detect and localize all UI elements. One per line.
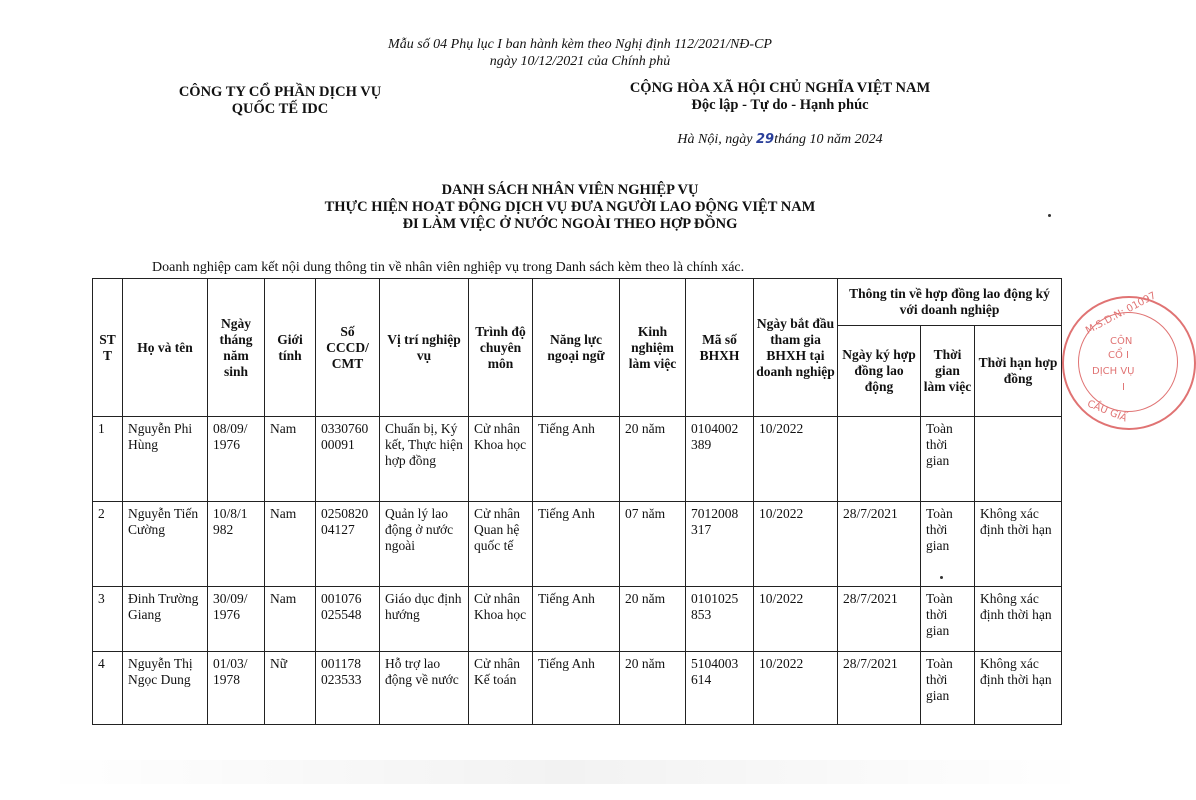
header-contract-date: Ngày ký hợp đồng lao động bbox=[838, 326, 921, 417]
title-line1: DANH SÁCH NHÂN VIÊN NGHIỆP VỤ bbox=[441, 182, 699, 198]
scan-speck bbox=[1048, 214, 1051, 217]
header-name: Họ và tên bbox=[123, 279, 208, 417]
company-name-line1: CÔNG TY CỔ PHẦN DỊCH VỤ bbox=[178, 84, 382, 100]
header-education: Trình độ chuyên môn bbox=[469, 279, 533, 417]
cell-position: Quản lý lao động ở nước ngoài bbox=[380, 502, 469, 587]
cell-contract-date: 28/7/2021 bbox=[838, 502, 921, 587]
cell-education: Cử nhân Quan hệ quốc tế bbox=[469, 502, 533, 587]
cell-social: 0101025 853 bbox=[686, 587, 754, 652]
cell-language: Tiếng Anh bbox=[533, 587, 620, 652]
national-header bbox=[590, 80, 970, 114]
cell-stt: 4 bbox=[93, 652, 123, 725]
header-social: Mã số BHXH bbox=[686, 279, 754, 417]
cell-contract-term: Không xác định thời hạn bbox=[975, 652, 1062, 725]
cell-id: 0250820 04127 bbox=[316, 502, 380, 587]
cell-experience: 07 năm bbox=[620, 502, 686, 587]
header-contract-term: Thời hạn hợp đồng bbox=[975, 326, 1062, 417]
header-position: Vị trí nghiệp vụ bbox=[380, 279, 469, 417]
cell-contract-date: 28/7/2021 bbox=[838, 652, 921, 725]
cell-contract-date: 28/7/2021 bbox=[838, 587, 921, 652]
header-id: Số CCCD/ CMT bbox=[316, 279, 380, 417]
seal-number: M.S.D.N: 01097 bbox=[1083, 290, 1159, 337]
cell-position: Hỗ trợ lao động về nước bbox=[380, 652, 469, 725]
header-bhxh-start: Ngày bắt đầu tham gia BHXH tại doanh nghiệp bbox=[754, 279, 838, 417]
cell-social: 7012008 317 bbox=[686, 502, 754, 587]
cell-dob: 30/09/ 1976 bbox=[208, 587, 265, 652]
cell-education: Cử nhân Kế toán bbox=[469, 652, 533, 725]
form-reference-line2: ngày 10/12/2021 của Chính phủ bbox=[489, 54, 671, 69]
national-motto: Độc lập - Tự do - Hạnh phúc bbox=[691, 97, 869, 113]
cell-experience: 20 năm bbox=[620, 417, 686, 502]
cell-gender: Nam bbox=[265, 417, 316, 502]
scan-speck bbox=[940, 576, 943, 579]
document-title bbox=[260, 182, 880, 233]
cell-bhxh-start: 10/2022 bbox=[754, 652, 838, 725]
cell-bhxh-start: 10/2022 bbox=[754, 587, 838, 652]
seal-text-2: CỔ I bbox=[1108, 350, 1129, 361]
seal-text-3: DỊCH VỤ bbox=[1092, 366, 1135, 377]
date-line bbox=[630, 132, 930, 148]
cell-work-time: Toàn thời gian bbox=[921, 502, 975, 587]
seal-text-4: I bbox=[1122, 382, 1125, 393]
cell-contract-term: Không xác định thời hạn bbox=[975, 587, 1062, 652]
title-line3: ĐI LÀM VIỆC Ở NƯỚC NGOÀI THEO HỢP ĐỒNG bbox=[402, 216, 738, 232]
header-work-time: Thời gian làm việc bbox=[921, 326, 975, 417]
cell-social: 5104003 614 bbox=[686, 652, 754, 725]
staff-table bbox=[92, 278, 1062, 725]
cell-contract-term bbox=[975, 417, 1062, 502]
cell-gender: Nữ bbox=[265, 652, 316, 725]
cell-stt: 3 bbox=[93, 587, 123, 652]
header-contract-group: Thông tin về hợp đồng lao động ký với doanh nghiệp bbox=[838, 279, 1062, 326]
date-prefix: Hà Nội, ngày bbox=[677, 132, 753, 147]
company-name-line2: QUỐC TẾ IDC bbox=[231, 101, 329, 117]
cell-dob: 10/8/1 982 bbox=[208, 502, 265, 587]
cell-language: Tiếng Anh bbox=[533, 652, 620, 725]
form-reference bbox=[300, 36, 860, 70]
cell-id: 001076 025548 bbox=[316, 587, 380, 652]
cell-contract-term: Không xác định thời hạn bbox=[975, 502, 1062, 587]
cell-id: 001178 023533 bbox=[316, 652, 380, 725]
table-row bbox=[93, 502, 1062, 587]
cell-language: Tiếng Anh bbox=[533, 502, 620, 587]
cell-education: Cử nhân Khoa học bbox=[469, 417, 533, 502]
cell-social: 0104002 389 bbox=[686, 417, 754, 502]
cell-work-time: Toàn thời gian bbox=[921, 652, 975, 725]
cell-bhxh-start: 10/2022 bbox=[754, 417, 838, 502]
date-suffix: tháng 10 năm 2024 bbox=[774, 132, 883, 147]
cell-dob: 01/03/ 1978 bbox=[208, 652, 265, 725]
company-seal-stamp bbox=[1062, 290, 1196, 430]
company-name bbox=[150, 84, 410, 118]
commitment-text: Doanh nghiệp cam kết nội dung thông tin về nhân viên nghiệp vụ trong Danh sách kèm theo là chính xác. bbox=[152, 260, 745, 275]
table-row bbox=[93, 417, 1062, 502]
header-stt: STT bbox=[93, 279, 123, 417]
cell-education: Cử nhân Khoa học bbox=[469, 587, 533, 652]
table-row bbox=[93, 652, 1062, 725]
header-language: Năng lực ngoại ngữ bbox=[533, 279, 620, 417]
cell-stt: 2 bbox=[93, 502, 123, 587]
form-reference-line1: Mẫu số 04 Phụ lục I ban hành kèm theo Nghị định 112/2021/NĐ-CP bbox=[388, 37, 772, 52]
header-experience: Kinh nghiệm làm việc bbox=[620, 279, 686, 417]
cell-bhxh-start: 10/2022 bbox=[754, 502, 838, 587]
cell-contract-date bbox=[838, 417, 921, 502]
scan-smudge bbox=[40, 760, 1090, 784]
cell-name: Đinh Trường Giang bbox=[123, 587, 208, 652]
seal-text-1: CÔN bbox=[1110, 336, 1133, 347]
cell-position: Chuẩn bị, Ký kết, Thực hiện hợp đồng bbox=[380, 417, 469, 502]
date-day: 29 bbox=[755, 132, 775, 147]
cell-stt: 1 bbox=[93, 417, 123, 502]
cell-name: Nguyễn Phi Hùng bbox=[123, 417, 208, 502]
cell-language: Tiếng Anh bbox=[533, 417, 620, 502]
cell-experience: 20 năm bbox=[620, 587, 686, 652]
header-gender: Giới tính bbox=[265, 279, 316, 417]
cell-position: Giáo dục định hướng bbox=[380, 587, 469, 652]
cell-gender: Nam bbox=[265, 587, 316, 652]
republic-name: CỘNG HÒA XÃ HỘI CHỦ NGHĨA VIỆT NAM bbox=[629, 80, 931, 96]
seal-bottom-text: CẦU GIẤ bbox=[1085, 398, 1129, 425]
cell-name: Nguyễn Tiến Cường bbox=[123, 502, 208, 587]
cell-experience: 20 năm bbox=[620, 652, 686, 725]
title-line2: THỰC HIỆN HOẠT ĐỘNG DỊCH VỤ ĐƯA NGƯỜI LAO ĐỘNG VIỆT NAM bbox=[324, 199, 816, 215]
cell-work-time: Toàn thời gian bbox=[921, 417, 975, 502]
cell-dob: 08/09/ 1976 bbox=[208, 417, 265, 502]
cell-gender: Nam bbox=[265, 502, 316, 587]
cell-id: 0330760 00091 bbox=[316, 417, 380, 502]
header-dob: Ngày tháng năm sinh bbox=[208, 279, 265, 417]
cell-work-time: Toàn thời gian bbox=[921, 587, 975, 652]
table-header-row bbox=[93, 279, 1062, 326]
cell-name: Nguyễn Thị Ngọc Dung bbox=[123, 652, 208, 725]
table-row bbox=[93, 587, 1062, 652]
